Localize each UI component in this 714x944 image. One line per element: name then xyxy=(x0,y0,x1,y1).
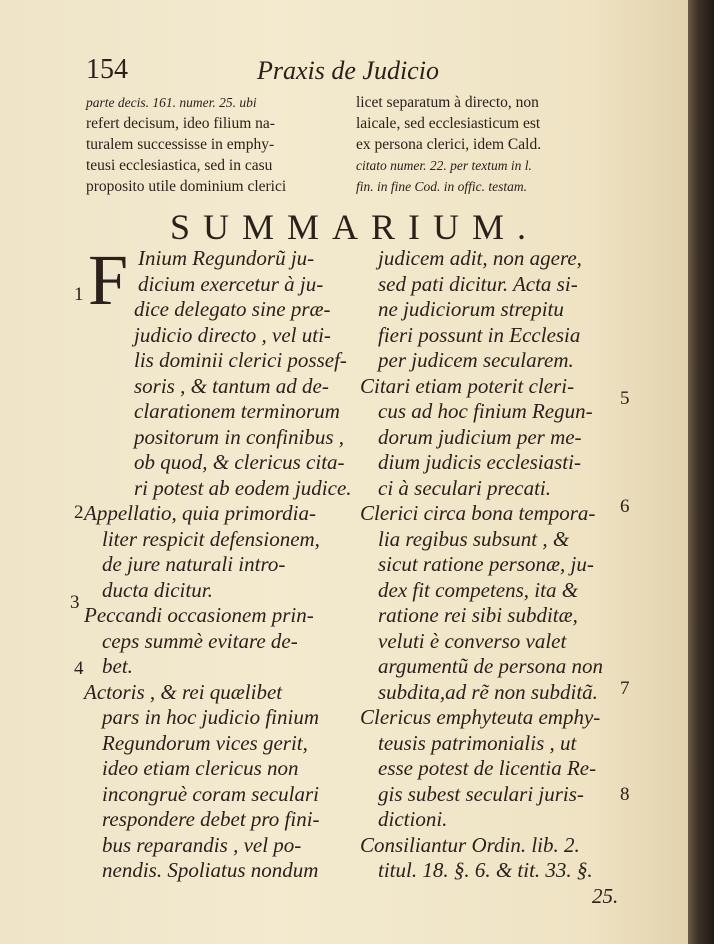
summary-line: bet. xyxy=(102,654,133,678)
summary-line: ideo etiam clericus non xyxy=(102,756,299,780)
summary-line: dium judicis ecclesiasti- xyxy=(378,450,581,474)
text-line: turalem successisse in emphy- xyxy=(86,136,275,153)
summary-line: dorum judicium per me- xyxy=(378,424,582,449)
summary-line: bus reparandis , vel po- xyxy=(102,832,302,857)
text-line: citato numer. 22. per textum in l. xyxy=(356,158,532,173)
text-line: parte decis. 161. numer. 25. ubi xyxy=(86,95,257,110)
summary-item-number: 2 xyxy=(74,502,84,523)
summary-line: Consiliantur Ordin. lib. 2. xyxy=(360,832,580,857)
book-edge-shadow xyxy=(688,0,714,944)
summary-line: Appellatio, quia primordia- xyxy=(84,501,316,525)
text-line: fin. in fine Cod. in offic. testam. xyxy=(356,179,527,194)
summary-line: argumentũ de persona non xyxy=(378,654,603,678)
drop-cap: F xyxy=(88,240,129,320)
summary-line: ri potest ab eodem judice. xyxy=(134,475,352,500)
summary-line: lis dominii clerici possef- xyxy=(134,348,347,372)
summary-line: ratione rei sibi subditæ, xyxy=(378,603,578,627)
summary-item-number: 7 xyxy=(620,678,630,699)
text-line: ex persona clerici, idem Cald. xyxy=(356,136,542,153)
summary-line: dice delegato sine præ- xyxy=(134,297,331,321)
summary-item-number: 3 xyxy=(70,592,80,613)
summary-line: lia regibus subsunt , & xyxy=(378,526,570,551)
summary-item-number: 1 xyxy=(74,284,84,305)
summary-line: ob quod, & clericus cita- xyxy=(134,450,345,474)
summary-line: sicut ratione personæ, ju- xyxy=(378,552,594,576)
summary-line: Citari etiam poterit cleri- xyxy=(360,373,575,398)
summary-line: incongruè coram seculari xyxy=(102,781,319,806)
text-line: teusi ecclesiastica, sed in casu xyxy=(86,157,273,174)
summary-line: ci à seculari precati. xyxy=(378,475,552,500)
summary-line: nendis. Spoliatus nondum xyxy=(102,858,319,882)
summary-line: Clerici circa bona tempora- xyxy=(360,501,596,525)
summary-line: esse potest de licentia Re- xyxy=(378,756,597,780)
summary-line: dex fit competens, ita & xyxy=(378,577,579,602)
summary-line: judicem adit, non agere, xyxy=(378,246,582,270)
summary-line: ceps summè evitare de- xyxy=(102,628,298,653)
summary-item-number: 5 xyxy=(620,388,630,409)
text-line: refert decisum, ideo filium na- xyxy=(86,115,275,132)
summary-left-column xyxy=(84,240,352,884)
text-line: licet separatum à directo, non xyxy=(356,94,539,111)
summary-right-column xyxy=(360,246,630,909)
summary-line: gis subest seculari juris- xyxy=(378,781,584,806)
summary-line: titul. 18. §. 6. & tit. 33. §. xyxy=(378,858,593,882)
summary-line: Regundorum vices gerit, xyxy=(102,730,308,755)
summary-line: judicio directo , vel uti- xyxy=(134,322,331,347)
running-title: Praxis de Judicio xyxy=(257,56,439,85)
summary-line: cus ad hoc finium Regun- xyxy=(378,399,593,423)
summary-line: positorum in confinibus , xyxy=(134,424,345,449)
summary-line: liter respicit defensionem, xyxy=(102,526,320,551)
summary-line: per judicem secularem. xyxy=(378,348,574,372)
summary-line: de jure naturali intro- xyxy=(102,552,286,576)
summary-line: respondere debet pro fini- xyxy=(102,807,320,831)
summary-line: ducta dicitur. xyxy=(102,577,213,602)
summary-line: clarationem terminorum xyxy=(134,399,340,423)
top-text-left-column xyxy=(86,92,341,197)
summary-line: dicium exercetur à ju- xyxy=(138,271,324,296)
summary-line: Clericus emphyteuta emphy- xyxy=(360,705,601,729)
summary-line: subdita,ad rẽ non subditã. xyxy=(378,679,598,704)
summary-title: SUMMARIUM. xyxy=(170,207,540,247)
summary-line: teusis patrimonialis , ut xyxy=(378,730,577,755)
summary-line: dictioni. xyxy=(378,807,448,831)
summary-item-number: 6 xyxy=(620,496,630,517)
summary-line: Peccandi occasionem prin- xyxy=(84,603,314,627)
summary-line: sed pati dicitur. Acta si- xyxy=(378,271,578,296)
summary-line: Inium Regundorũ ju- xyxy=(138,246,315,270)
summary-item-number: 4 xyxy=(74,658,84,679)
text-line: laicale, sed ecclesiasticum est xyxy=(356,115,541,132)
summary-line: ne judiciorum strepitu xyxy=(378,297,564,321)
top-text-right-column xyxy=(356,92,631,197)
page-number: 154 xyxy=(86,54,128,85)
summary-line: 25. xyxy=(592,883,619,908)
summary-line: pars in hoc judicio finium xyxy=(102,705,319,729)
summary-line: soris , & tantum ad de- xyxy=(134,373,329,398)
summary-line: fieri possunt in Ecclesia xyxy=(378,322,581,347)
text-line: proposito utile dominium clerici xyxy=(86,178,287,195)
summary-line: veluti è converso valet xyxy=(378,628,567,653)
summary-item-number: 8 xyxy=(620,784,630,805)
summary-line: Actoris , & rei quælibet xyxy=(84,679,283,704)
